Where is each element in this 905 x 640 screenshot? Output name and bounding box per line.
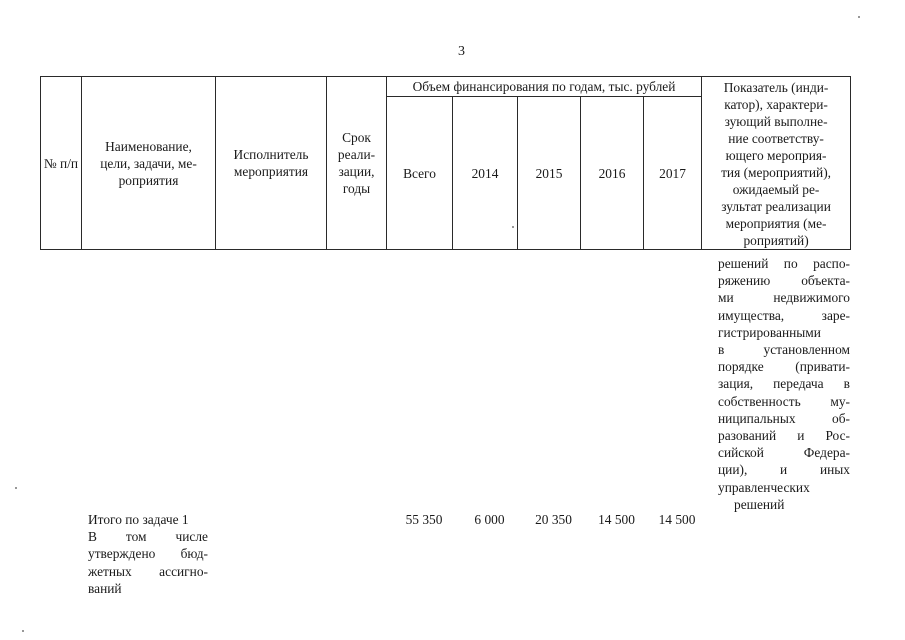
col-term-line: Срок <box>342 130 371 145</box>
col-2015-header: 2015 <box>518 97 581 250</box>
col-indicator-line: ющего мероприя- <box>725 148 827 163</box>
col-indicator-line: зультат реализации <box>721 199 831 214</box>
scan-speck <box>15 487 17 489</box>
col-indicator-line: ожидаемый ре- <box>732 182 820 197</box>
total-value-2017: 14 500 <box>658 512 696 527</box>
col-indicator-line: роприятий) <box>743 233 809 248</box>
col-number-header <box>41 77 82 250</box>
col-2017-header: 2017 <box>644 97 702 250</box>
col-indicator-line: мероприятия (ме- <box>725 216 827 231</box>
total-row-label <box>88 511 208 597</box>
total-label-line: утверждено бюд- <box>88 546 208 562</box>
indicator-line: имущества, заре- <box>718 307 850 323</box>
total-value-2016: 14 500 <box>598 512 635 527</box>
scan-speck <box>512 226 514 228</box>
indicator-line: собственность му- <box>718 393 850 409</box>
col-indicator-line: Показатель (инди- <box>723 80 829 95</box>
col-term-line: годы <box>342 181 371 196</box>
total-label-line: В том числе <box>88 529 208 545</box>
indicator-continuation <box>718 255 850 513</box>
total-label-line: Итого по задаче 1 <box>88 512 189 527</box>
total-value-2014: 6 000 <box>474 512 505 527</box>
indicator-line: ми недвижимого <box>718 290 850 306</box>
col-number-label: № п/п <box>43 155 79 171</box>
col-indicator-line: катор), характери- <box>724 97 828 112</box>
funding-group-header: Объем финансирования по годам, тыс. рублей <box>387 77 702 97</box>
col-term-line: зации, <box>338 164 375 179</box>
indicator-line: ниципальных об- <box>718 410 850 426</box>
indicator-line: ции), и иных <box>718 462 850 478</box>
col-name-line: Наименование, <box>105 138 192 154</box>
total-value-2015: 20 350 <box>535 512 572 527</box>
scan-speck <box>858 16 860 18</box>
col-name-line: роприятия <box>118 172 179 188</box>
indicator-line: в установленном <box>718 342 850 358</box>
col-executor-header <box>216 77 327 250</box>
page-number: 3 <box>458 44 465 59</box>
indicator-line: гистрированными <box>718 324 821 340</box>
indicator-line: управленческих <box>718 479 810 495</box>
scan-speck <box>22 630 24 632</box>
indicator-line: порядке (привати- <box>718 359 850 375</box>
col-indicator-line: ние соответству- <box>728 131 824 146</box>
col-2016-header: 2016 <box>581 97 644 250</box>
total-value-all: 55 350 <box>405 512 443 527</box>
indicator-line: ряжению объекта- <box>718 273 850 289</box>
col-term-header <box>327 77 387 250</box>
indicator-line: зация, передача в <box>718 376 850 392</box>
total-label-line: ваний <box>88 580 122 596</box>
col-term-line: реали- <box>337 147 376 162</box>
indicator-line: сийской Федера- <box>718 445 850 461</box>
header-table <box>40 76 851 250</box>
col-executor-line: мероприятия <box>233 164 309 179</box>
indicator-line: решений по распо- <box>718 256 850 271</box>
total-label-line: жетных ассигно- <box>88 563 208 579</box>
col-name-header <box>82 77 216 250</box>
col-indicator-line: тия (мероприятий), <box>721 165 832 180</box>
indicator-line: решений <box>734 496 785 512</box>
col-2014-header: 2014 <box>453 97 518 250</box>
col-indicator-header <box>702 77 851 250</box>
col-executor-line: Исполнитель <box>233 147 309 162</box>
col-total-header: Всего <box>387 97 453 250</box>
col-name-line: цели, задачи, ме- <box>100 155 197 171</box>
indicator-line: разований и Рос- <box>718 428 850 444</box>
col-indicator-line: зующий выполне- <box>724 114 828 129</box>
